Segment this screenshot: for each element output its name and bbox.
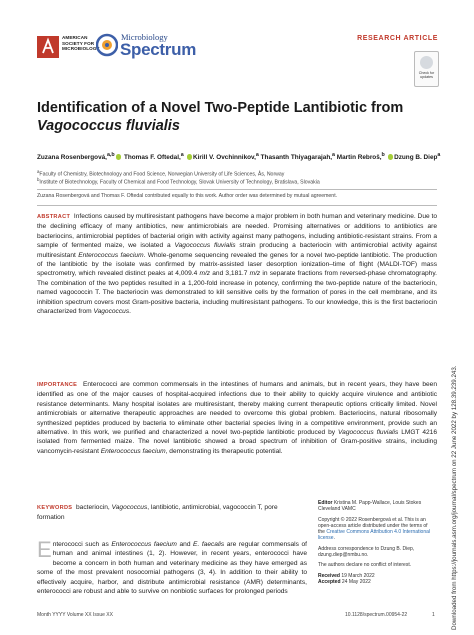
article-type-label: RESEARCH ARTICLE <box>357 35 438 42</box>
orcid-icon[interactable] <box>116 154 122 160</box>
drop-cap: E <box>37 537 52 562</box>
divider <box>37 189 437 190</box>
journal-name-small: Microbiology <box>121 32 168 42</box>
article-title: Identification of a Novel Two-Peptide Lantibiotic from Vagococcus fluvialis <box>37 100 404 134</box>
affiliation-b: $^b$Institute of Biotechnology, Faculty of Chemical and Food Technology, Slovak University of Technology, Bratislava, Slovakia <box>37 177 320 186</box>
license-link[interactable]: Creative Commons Attribution 4.0 International license <box>318 529 431 542</box>
doi-link[interactable]: 10.1128/spectrum.00954-22 <box>345 612 408 618</box>
issue-info: Month YYYY Volume XX Issue XX <box>37 612 113 618</box>
author-list: Zuzana Rosenbergová,$^{a,b}$ Thomas F. Oftedal,$^a$ Kirill V. Ovchinnikov,$^a$ Thasanth Thiyagarajah,$^a$ Martin Rebroš,$^b$ Dzung B. Diep$^a$ <box>37 152 441 162</box>
body-paragraph: Enterococci such as Enterococcus faecium and E. faecalis are regular commensals of human and animal intestines (1, 2). However, in recent years, enterococci have become a concern in both human and veterinary medicine as they have emerged as some of the most prevalent nosocomial pathogens (3, 4). In addition to their ability to effectively acquire, harbor, and distribute antimicrobial resistance (AMR) determinants, enterococci are robust and able to survive on nonbiotic surfaces for prolonged periods <box>37 537 307 596</box>
affiliation-a: $^a$Faculty of Chemistry, Biotechnology and Food Science, Norwegian University of Life Sciences, Ås, Norway <box>37 169 285 178</box>
orcid-icon[interactable] <box>187 154 193 160</box>
abstract: ABSTRACT Infections caused by multiresistant pathogens have become a major problem in both human and veterinary medicine. Due to the declining efficacy of many antibiotics, new antimicrobials are needed. Promising alternatives or additions to antibiotics are bacteriocins, antimicrobial peptides of bacterial origin with activity against many pathogens, including antibiotic-resistant strains. From a sample of fermented maize, we isolated a Vagococcus fluvialis strain producing a bacteriocin with antimicrobial activity against multiresistant Enterococcus faecium. Whole-genome sequencing revealed the genes for a novel two-peptide lantibiotic. The production of the lantibiotic by the isolate was confirmed by matrix-assisted laser desorption ionization–time of flight (MALDI-TOF) mass spectrometry, which revealed distinct peaks at 4,009.4 m/z and 3,181.7 m/z in separate fractions from reversed-phase chromatography. The combination of the two peptides resulted in a 1,200-fold increase in potency, confirming the two-peptide nature of the bacteriocin, named vagococcin T. The bacteriocin was demonstrated to kill sensitive cells by the formation of pores in the cell membrane, and its inhibition spectrum covers most Gram-positive bacteria, including multiresistant pathogens. To our knowledge, this is the first bacteriocin characterized from Vagococcus. <box>37 213 437 316</box>
refresh-icon <box>420 56 433 69</box>
check-for-updates-button[interactable]: Check for updates <box>414 51 439 87</box>
divider <box>37 205 437 206</box>
article-info-box: Editor Kristina M. Papp-Wallace, Louis Stokes Cleveland VAMC Copyright © 2022 Rosenbergová et al. This is an open-access article distributed under the terms of the Creative Commons Attribution 4.0 International license. Address correspondence to Dzung B. Diep, dzung.diep@nmbu.no. The authors declare no conflict of interest. Received 19 March 2022 Accepted 24 May 2022 <box>318 500 434 585</box>
correspondence: Address correspondence to Dzung B. Diep, dzung.diep@nmbu.no. <box>318 545 415 559</box>
asm-logo-icon <box>37 36 59 58</box>
journal-name: Spectrum <box>120 40 197 59</box>
orcid-icon[interactable] <box>388 154 394 160</box>
author-note: Zuzana Rosenbergová and Thomas F. Oftedal contributed equally to this work. Author order was determined by mutual agreement. <box>37 193 338 199</box>
page-number: 1 <box>432 612 435 618</box>
society-name: AMERICAN SOCIETY FOR MICROBIOLOGY <box>62 35 100 52</box>
spectrum-logo-icon <box>96 33 118 57</box>
keywords: KEYWORDS bacteriocin, Vagococcus, lantibiotic, antimicrobial, vagococcin T, pore formation <box>37 504 278 522</box>
importance: IMPORTANCE Enterococci are common commensals in the intestines of humans and animals, but in recent years, they have been identified as one of the major causes of hospital-acquired infections due to their ability to quickly acquire virulence and antibiotic resistance determinants. Many hospital isolates are multiresistant, thereby making current therapeutic options critically limited. Novel antimicrobials or alternative therapeutic approaches are needed to overcome this global problem. Bacteriocins, natural ribosomally synthesized peptides produced by bacteria to eliminate other bacterial species living in a competitive environment, provide such an alternative. In this work, we purified and characterized a novel two-peptide lantibiotic produced by Vagococcus fluvialis LMGT 4216 isolated from fermented maize. The novel lantibiotic showed a broad spectrum of inhibition of Gram-positive strains, including vancomycin-resistant Enterococcus faecium, demonstrating its therapeutic potential. <box>37 381 437 455</box>
download-watermark: Downloaded from https://journals.asm.org/journal/spectrum on 22 June 2022 by 128.39.239.243. <box>451 365 458 630</box>
